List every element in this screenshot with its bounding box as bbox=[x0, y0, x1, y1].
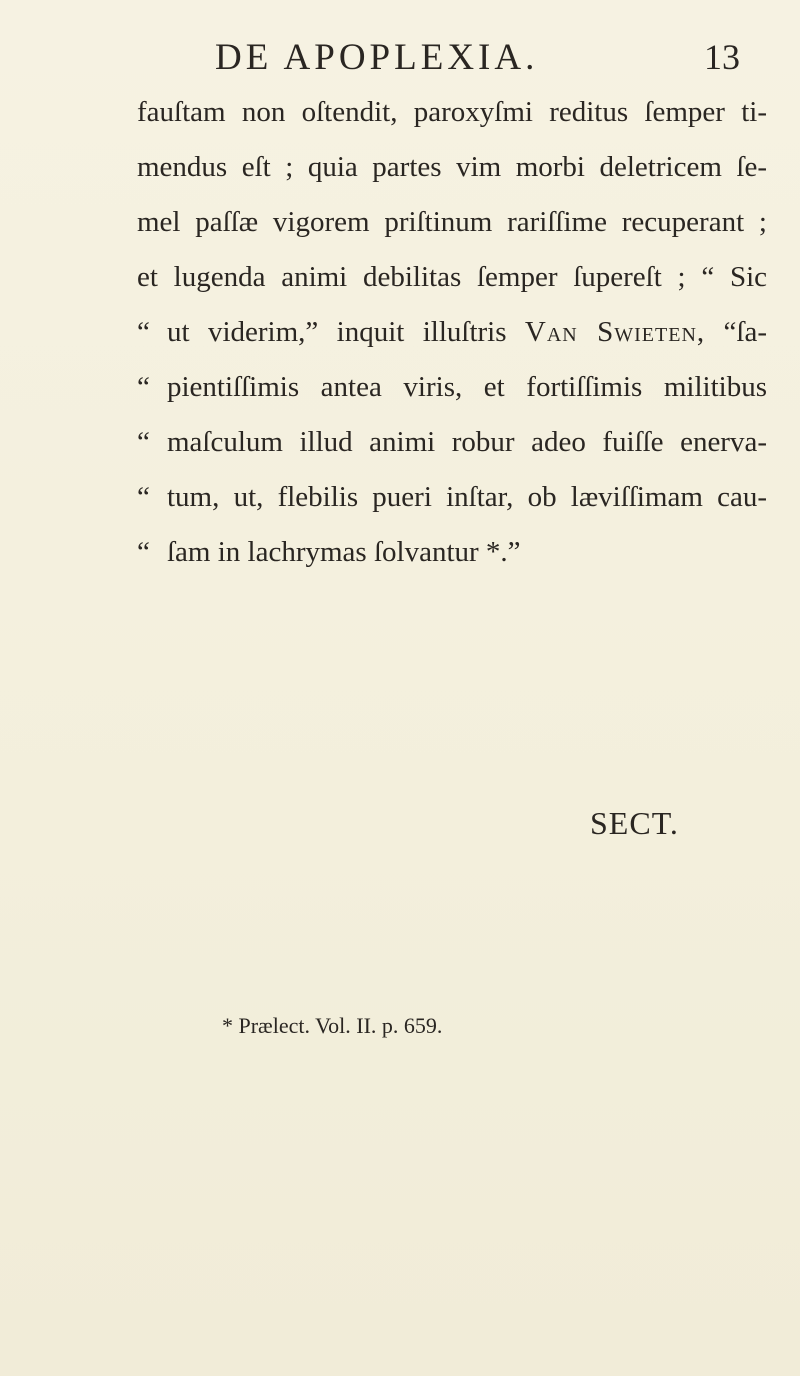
open-quote: “ bbox=[723, 316, 737, 348]
quote-line-3-text: tum, ut, flebilis pueri inſtar, ob læviſſimam cau- bbox=[167, 481, 767, 513]
quote-line-2-text: maſculum illud animi robur adeo fuiſſe enerva- bbox=[167, 426, 767, 458]
text-line-4-tail: Sic bbox=[729, 261, 767, 293]
open-quote: “ bbox=[137, 371, 150, 403]
text-line-4-main: et lugenda animi debilitas ſemper ſupereſt ; bbox=[137, 261, 686, 293]
quote-line-1-text: pientiſſimis antea viris, et fortiſſimis militibus bbox=[167, 371, 767, 403]
text-line-2: mendus eſt ; quia partes vim morbi deletricem ſe- bbox=[137, 151, 767, 183]
page-number: 13 bbox=[704, 37, 740, 77]
quote-line-4 bbox=[137, 525, 767, 580]
quote-line-2 bbox=[137, 415, 767, 470]
page-header bbox=[100, 36, 740, 86]
open-quote: “ bbox=[701, 261, 715, 293]
open-quote: “ bbox=[137, 426, 150, 458]
running-head: DE APOPLEXIA. bbox=[215, 37, 539, 78]
quote-line-3 bbox=[137, 470, 767, 525]
open-quote: “ bbox=[137, 536, 150, 568]
text-line-5-post: ſa- bbox=[736, 316, 767, 348]
body-text bbox=[137, 85, 767, 580]
quote-line-4-text: ſam in lachrymas ſolvantur *.” bbox=[167, 536, 521, 568]
text-line-5 bbox=[137, 305, 767, 360]
text-line-4 bbox=[137, 250, 767, 305]
text-line-5-pre: ut viderim,” inquit illuſtris bbox=[167, 316, 507, 348]
catchword: SECT. bbox=[590, 805, 679, 841]
author-name: Van Swieten, bbox=[524, 316, 706, 348]
text-line-3: mel paſſæ vigorem priſtinum rariſſime recuperant ; bbox=[137, 206, 767, 238]
open-quote: “ bbox=[137, 316, 150, 348]
open-quote: “ bbox=[137, 481, 150, 513]
text-line-1: fauſtam non oſtendit, paroxyſmi reditus ſemper ti- bbox=[137, 96, 767, 128]
footnote: * Prælect. Vol. II. p. 659. bbox=[222, 1013, 443, 1038]
quote-line-1 bbox=[137, 360, 767, 415]
